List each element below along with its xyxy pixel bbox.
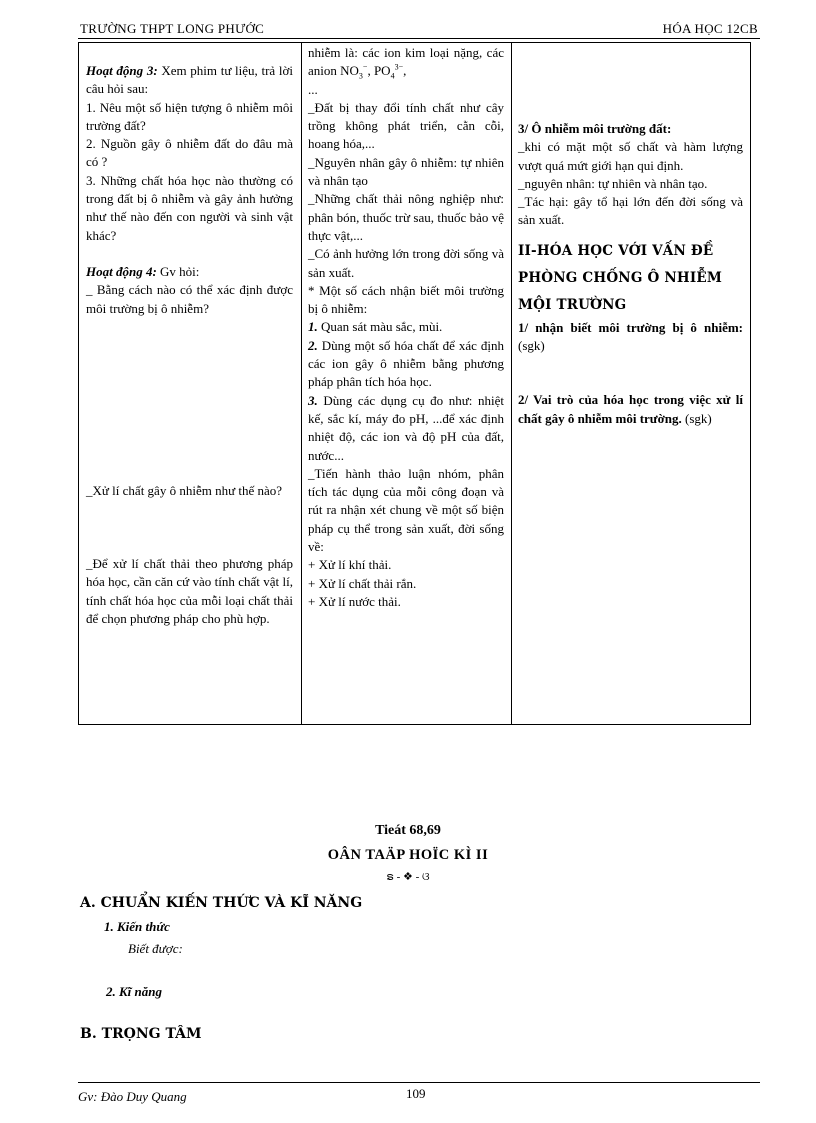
soil-cause: _nguyên nhân: tự nhiên và nhân tạo. [518, 175, 708, 191]
treat-water: + Xử lí nước thải. [308, 593, 401, 609]
page-header [78, 20, 760, 39]
question-5: _Xử lí chất gây ô nhiễm như thế nào? [86, 482, 283, 498]
student-activity-column [308, 44, 504, 611]
agri-waste: _Những chất thải nông nghiệp như: phân bón, thuốc trừ sau, thuốc bảo vệ thực vật,... [308, 191, 504, 243]
page-number: 109 [406, 1086, 426, 1101]
method-2: 2. Dùng một số hóa chất để xác định các ion gây ô nhiễm bằng phương pháp phân tích hóa học. [308, 337, 504, 390]
lesson-table [78, 42, 751, 725]
pollutant-ions: nhiễm là: các ion kim loại nặng, các anion $NO_3^-$, $PO_4^{3-}$, [308, 45, 504, 81]
soil-change: _Đất bị thay đổi tính chất như cây trồng không phát triển, cằn cỗi, hoang hóa,... [308, 99, 504, 152]
lesson-content-column [518, 120, 743, 428]
method-3: 3. Dùng các dụng cụ đo như: nhiệt kế, sắc kí, máy đo pH, ...để xác định nhiệt độ, các ion và độ pH của đất, nước... [308, 392, 504, 463]
activity-4-label: Hoạt động 4: [86, 263, 157, 279]
page-footer [78, 1082, 760, 1104]
subject-name: HÓA HỌC 12CB [662, 21, 758, 36]
lesson-title: OÂN TAÄP HOÏC KÌ II [327, 847, 489, 863]
activity-3 [86, 62, 293, 99]
soil-pollution-heading: 3/ Ô nhiễm môi trường đất: [518, 121, 672, 136]
teacher-activity-column [86, 62, 293, 628]
method-1: 1. Quan sát màu sắc, mùi. [308, 319, 443, 335]
detection-subsection: 1/ nhận biết môi trường bị ô nhiễm: (sgk) [518, 319, 743, 354]
activity-3-text: Xem phim tư liệu, trả lời câu hỏi sau: [86, 63, 293, 97]
column-divider-2 [511, 43, 512, 724]
soil-def: _khi có mặt một số chất và hàm lượng vượt quá mứt giới hạn qui định. [518, 139, 743, 173]
question-2: 2. Nguồn gây ô nhiễm đất do đâu mà có ? [86, 136, 293, 170]
impact: _Có ảnh hưởng lớn trong đời sống và sản xuất. [308, 246, 504, 280]
activity-3-label: Hoạt động 3: [86, 63, 158, 78]
ellipsis-line: ... [308, 81, 318, 97]
section-a-heading: A. CHUẨN KIẾN THỨC VÀ KĨ NĂNG [80, 895, 363, 911]
teacher-name: Gv: Đào Duy Quang [78, 1089, 187, 1104]
section-b-heading: B. TRỌNG TÂM [80, 1026, 202, 1042]
column-divider-1 [301, 43, 302, 724]
activity-4 [86, 263, 293, 281]
ornament: ຣ - ❖ - ଓ [386, 871, 430, 883]
knowledge-text: Biết được: [128, 941, 183, 956]
question-6: _Để xử lí chất thải theo phương pháp hóa học, cần căn cứ vào tính chất vật lí, tính chất hóa học của mỗi loại chất thải để chọn phương pháp cho phù hợp. [86, 556, 293, 627]
question-1: 1. Nêu một số hiện tượng ô nhiễm môi trường đất? [86, 99, 293, 133]
question-4: _ Bằng cách nào có thể xác định được môi trường bị ô nhiễm? [86, 282, 293, 316]
detection-intro: * Một số cách nhận biết môi trường bị ô nhiễm: [308, 282, 504, 317]
skills-heading: 2. Kĩ năng [106, 984, 162, 999]
section-ii-title: II-HÓA HỌC VỚI VẤN ĐỀ PHÒNG CHỐNG Ô NHIỄM MỘI TRƯỜNG [518, 242, 722, 313]
treat-solid: + Xử lí chất thải rắn. [308, 575, 417, 591]
activity-4-text: Gv hỏi: [156, 263, 200, 279]
group-discussion: _Tiến hành thảo luận nhóm, phân tích tác dụng của mỗi công đoạn và rút ra nhận xét chung về một số biện pháp cụ thể trong sản xuất, đời sống về: [308, 465, 504, 555]
knowledge-heading: 1. Kiến thức [104, 919, 170, 934]
question-3: 3. Những chất hóa học nào thường có trong đất bị ô nhiễm và gây ảnh hưởng như thế nào đến con người và sinh vật khác? [86, 172, 293, 243]
pollution-cause: _Nguyên nhân gây ô nhiễm: tự nhiên và nhân tạo [308, 154, 504, 189]
lesson-period: Tieát 68,69 [375, 823, 441, 838]
school-name: TRƯỜNG THPT LONG PHƯỚC [80, 21, 265, 36]
treat-gas: + Xử lí khí thải. [308, 557, 392, 573]
soil-harm: _Tác hại: gây tổ hại lớn đến đời sống và sản xuất. [518, 194, 743, 228]
role-subsection: 2/ Vai trò của hóa học trong việc xử lí chất gây ô nhiễm môi trường. (sgk) [518, 392, 743, 426]
